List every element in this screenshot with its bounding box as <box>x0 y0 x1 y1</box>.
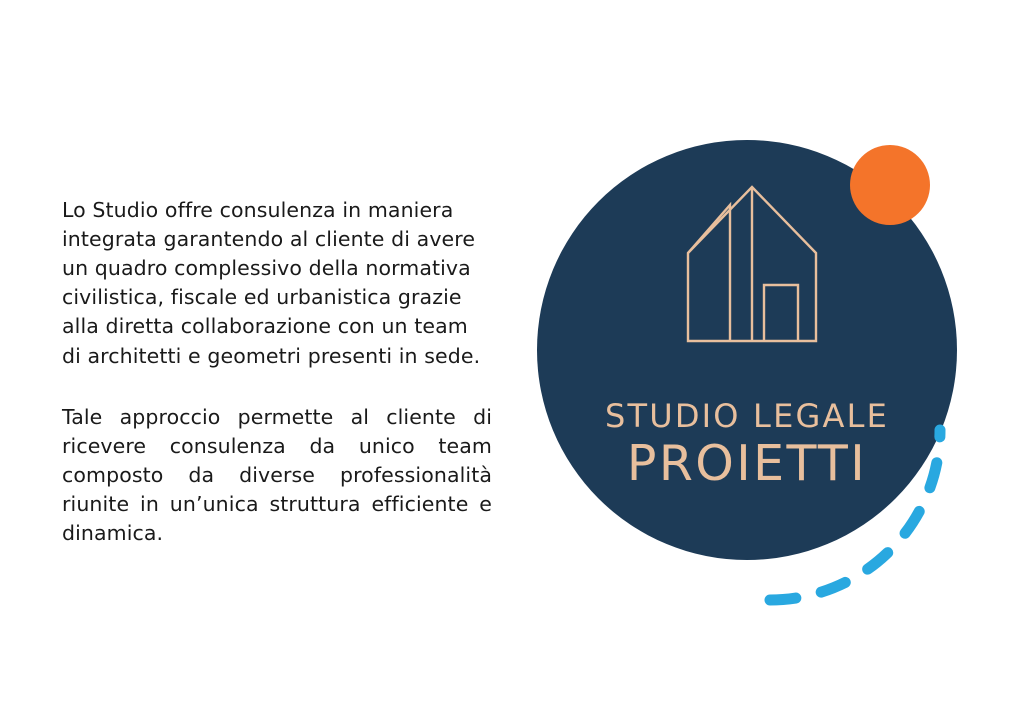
paragraph-2: Tale approccio permette al cliente di ricevere consulenza da unico team composto da diverse professionalità riunite in un’unica struttura efficiente e dinamica. <box>62 404 492 546</box>
orange-dot-shape <box>850 145 930 225</box>
logo-line-1: STUDIO LEGALE <box>604 397 890 435</box>
body-text-column <box>62 196 492 548</box>
logo-wordmark <box>537 397 957 492</box>
logo-line-2: PROIETTI <box>626 434 868 492</box>
paragraph-1: Lo Studio offre consulenza in maniera integrata garantendo al cliente di avere un quadro complessivo della normativa civilistica, fiscale ed urbanistica grazie alla diretta collaborazione con un team di architetti e geometri presenti in sede. <box>62 198 481 368</box>
logo-composition <box>520 120 1000 620</box>
house-outline-icon <box>652 165 842 390</box>
